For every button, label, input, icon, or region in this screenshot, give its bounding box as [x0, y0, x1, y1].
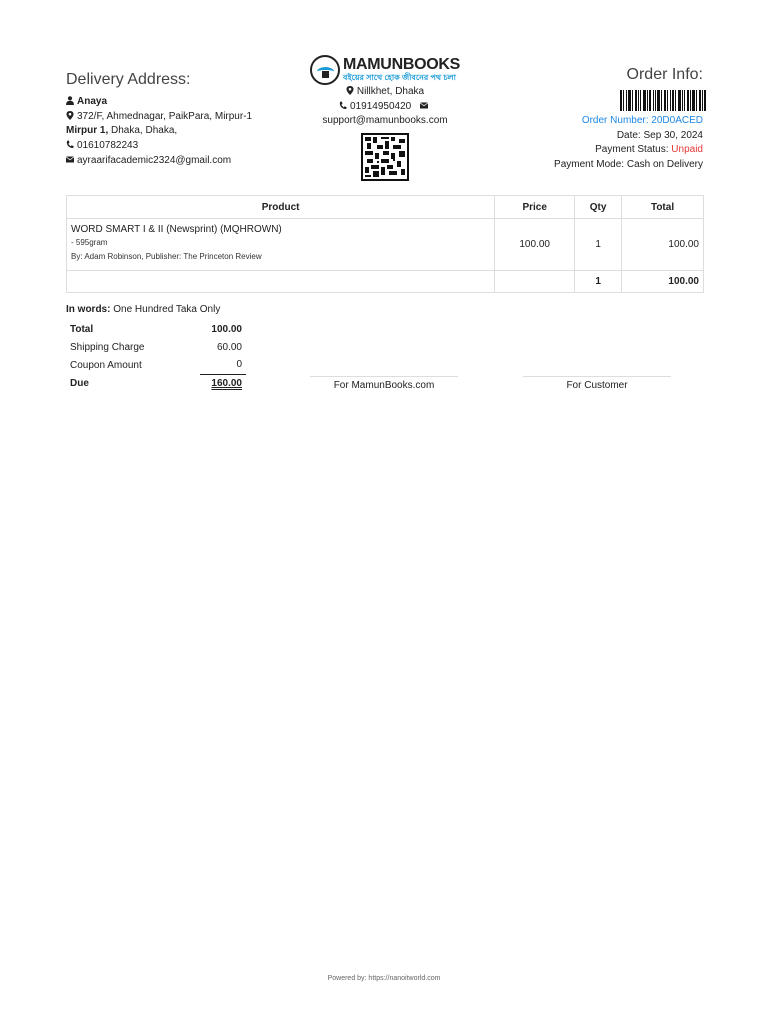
in-words-label: In words:	[66, 304, 111, 315]
summary-row-shipping	[66, 338, 246, 356]
items-table	[66, 195, 704, 293]
summary-label: Total	[70, 323, 94, 335]
map-marker-icon	[346, 86, 355, 95]
product-weight: - 595gram	[71, 238, 108, 247]
logo-icon	[310, 55, 340, 85]
company-location-row	[300, 85, 470, 100]
header-product: Product	[67, 196, 495, 219]
phone-icon	[66, 140, 75, 149]
summary-value: 0	[200, 356, 246, 374]
order-number-row	[554, 114, 703, 129]
product-price: 100.00	[495, 219, 575, 271]
logo-tagline: বইয়ের সাথে হোক জীবনের পথ চলা	[343, 73, 456, 82]
payment-status-row	[554, 143, 703, 158]
payment-mode-label: Payment Mode:	[554, 159, 627, 171]
order-info-title: Order Info:	[626, 66, 703, 83]
product-cell	[67, 219, 495, 271]
summary-row-due	[66, 374, 246, 392]
envelope-icon	[66, 155, 75, 164]
order-date-row	[554, 129, 703, 144]
product-name: WORD SMART I & II (Newsprint) (MQHROWN)	[71, 224, 282, 235]
summary-row-coupon	[66, 356, 246, 374]
payment-mode: Cash on Delivery	[626, 159, 703, 171]
product-total: 100.00	[622, 219, 704, 271]
customer-email: ayraarifacademic2324@gmail.com	[77, 154, 232, 166]
company-phone: 01914950420	[350, 100, 412, 112]
product-qty: 1	[575, 219, 622, 271]
map-marker-icon	[66, 111, 75, 120]
order-number-label: Order Number:	[581, 115, 652, 126]
envelope-icon	[420, 101, 429, 110]
company-phone-row	[300, 100, 470, 115]
product-author: By: Adam Robinson, Publisher: The Princeton Review	[71, 252, 262, 261]
phone-icon	[339, 101, 348, 110]
order-date: Sep 30, 2024	[643, 129, 703, 141]
summary-value: 100.00	[211, 323, 242, 335]
address-row	[66, 110, 252, 125]
payment-status: Unpaid	[671, 144, 703, 156]
area-bold: Mirpur 1,	[66, 125, 109, 137]
company-location: Nillkhet, Dhaka	[356, 86, 425, 97]
delivery-address-block	[66, 95, 252, 169]
total-amount: 100.00	[622, 271, 704, 293]
order-date-label: Date:	[616, 129, 644, 141]
header-price: Price	[495, 196, 575, 219]
in-words-value: One Hundred Taka Only	[110, 304, 221, 315]
email-row	[66, 154, 252, 169]
address-text: 372/F, Ahmednagar, PaikPara, Mirpur-1	[77, 110, 253, 122]
company-signature: For MamunBooks.com	[310, 376, 458, 391]
customer-phone: 01610782243	[77, 140, 139, 152]
summary-value: 60.00	[216, 341, 242, 353]
payment-status-label: Payment Status:	[595, 144, 672, 156]
order-info-block	[554, 114, 703, 173]
header-total: Total	[622, 196, 704, 219]
area-row	[66, 124, 252, 139]
user-icon	[66, 96, 75, 105]
table-total-row	[67, 271, 704, 293]
summary-label: Shipping Charge	[70, 341, 145, 353]
table-row	[67, 219, 704, 271]
summary-table	[66, 320, 246, 392]
customer-name-row	[66, 95, 252, 110]
area-rest: Dhaka, Dhaka,	[108, 125, 178, 137]
table-header-row	[67, 196, 704, 219]
customer-signature: For Customer	[523, 376, 671, 391]
company-block	[300, 54, 470, 181]
qr-code	[361, 133, 409, 181]
customer-name: Anaya	[77, 96, 108, 107]
summary-label: Due	[70, 377, 89, 389]
amount-in-words	[66, 304, 220, 315]
payment-mode-row	[554, 158, 703, 173]
delivery-address-title: Delivery Address:	[66, 71, 191, 88]
summary-label: Coupon Amount	[70, 359, 142, 371]
total-qty: 1	[575, 271, 622, 293]
logo-name: MAMUNBOOKS	[343, 56, 460, 73]
company-email: support@mamunbooks.com	[322, 115, 448, 126]
barcode	[620, 90, 706, 111]
footer-powered-by: Powered by: https://nanoitworld.com	[327, 975, 441, 982]
company-logo	[300, 54, 470, 85]
phone-row	[66, 139, 252, 154]
header-qty: Qty	[575, 196, 622, 219]
summary-row-total	[66, 320, 246, 338]
order-number: 20D0ACED	[651, 115, 703, 126]
summary-value: 160.00	[211, 377, 242, 389]
